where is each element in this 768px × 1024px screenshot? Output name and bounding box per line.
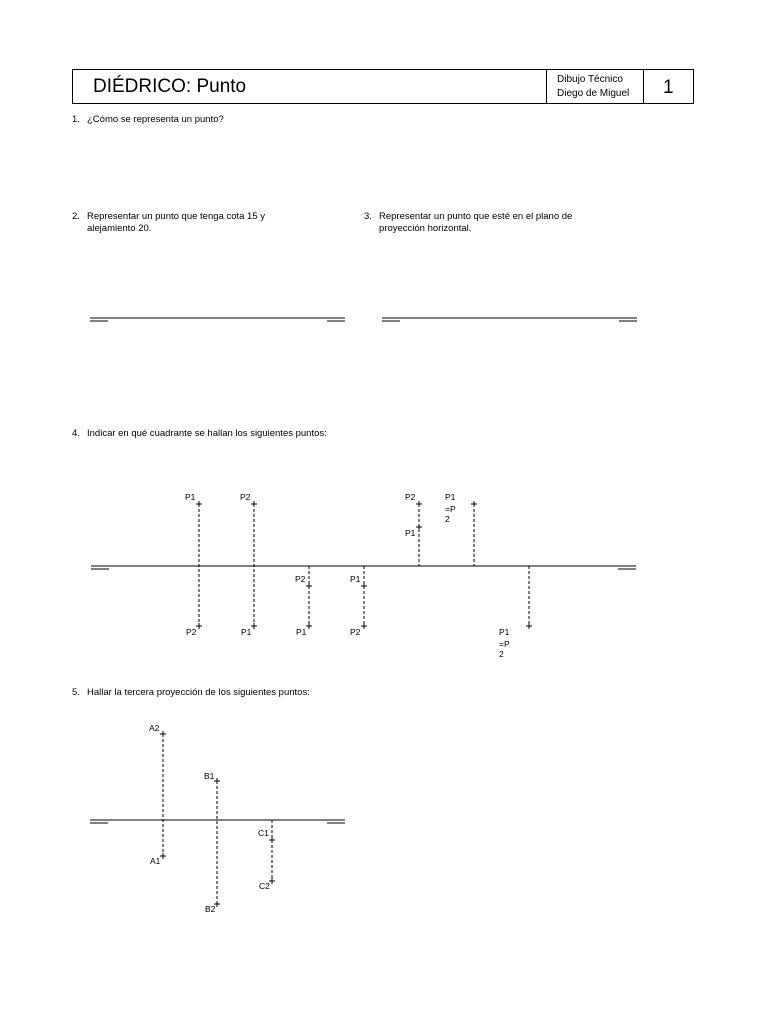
point-label: B2: [205, 904, 216, 914]
point-label: P2: [295, 574, 306, 584]
point-marker: [361, 583, 367, 589]
page-title: DIÉDRICO: Punto: [93, 76, 247, 97]
point-marker: [196, 501, 202, 507]
question-number: 4.: [72, 428, 80, 439]
point-label: P2: [240, 492, 251, 502]
projection-lines-q4: [199, 504, 529, 626]
point-label: =P: [445, 504, 456, 514]
point-marker: [196, 623, 202, 629]
point-label: A2: [149, 723, 160, 733]
question-number: 3.: [364, 211, 372, 222]
point-label: P1: [499, 627, 510, 637]
point-marker: [160, 731, 166, 737]
question-text: Representar un punto que esté en el plano de: [379, 211, 573, 222]
point-marker: [214, 778, 220, 784]
point-label: B1: [204, 771, 215, 781]
point-label: A1: [150, 856, 161, 866]
point-label: P1: [350, 574, 361, 584]
point-marker: [160, 853, 166, 859]
point-label: P1: [405, 528, 416, 538]
point-marker: [526, 623, 532, 629]
projection-lines-q5: [163, 734, 272, 904]
point-label: P2: [405, 492, 416, 502]
question-text: ¿Cómo se representa un punto?: [87, 114, 224, 125]
point-marker: [269, 837, 275, 843]
question-number: 2.: [72, 211, 80, 222]
point-marker: [306, 623, 312, 629]
subject-label: Dibujo Técnico: [557, 74, 623, 85]
point-marker: [416, 501, 422, 507]
point-marker: [251, 623, 257, 629]
point-label: C2: [259, 881, 270, 891]
point-marker: [361, 623, 367, 629]
point-label-subscript: 2: [445, 514, 450, 524]
question-text: Representar un punto que tenga cota 15 y: [87, 211, 265, 222]
point-label: P2: [186, 627, 197, 637]
point-label: P2: [350, 627, 361, 637]
labels-q5: [149, 723, 270, 914]
point-markers: [160, 501, 532, 907]
question-number: 1.: [72, 114, 80, 125]
point-marker: [306, 583, 312, 589]
question-text: proyección horizontal.: [379, 223, 472, 234]
ground-line-q3: [382, 318, 637, 321]
author-label: Diego de Miguel: [557, 88, 630, 99]
point-label: P1: [241, 627, 252, 637]
point-marker: [416, 524, 422, 530]
point-label-subscript: 2: [499, 649, 504, 659]
point-label: =P: [499, 639, 510, 649]
sheet-number: 1: [663, 77, 674, 98]
question-number: 5.: [72, 687, 80, 698]
question-text: Indicar en qué cuadrante se hallan los siguientes puntos:: [87, 428, 327, 439]
question-text: Hallar la tercera proyección de los siguientes puntos:: [87, 687, 310, 698]
point-label: C1: [258, 828, 269, 838]
point-marker: [269, 878, 275, 884]
point-label: P1: [296, 627, 307, 637]
question-text: alejamiento 20.: [87, 223, 152, 234]
labels-q4: [185, 492, 510, 659]
ground-line-q2: [90, 318, 345, 321]
point-marker: [251, 501, 257, 507]
point-label: P1: [445, 492, 456, 502]
point-label: P1: [185, 492, 196, 502]
point-marker: [471, 501, 477, 507]
